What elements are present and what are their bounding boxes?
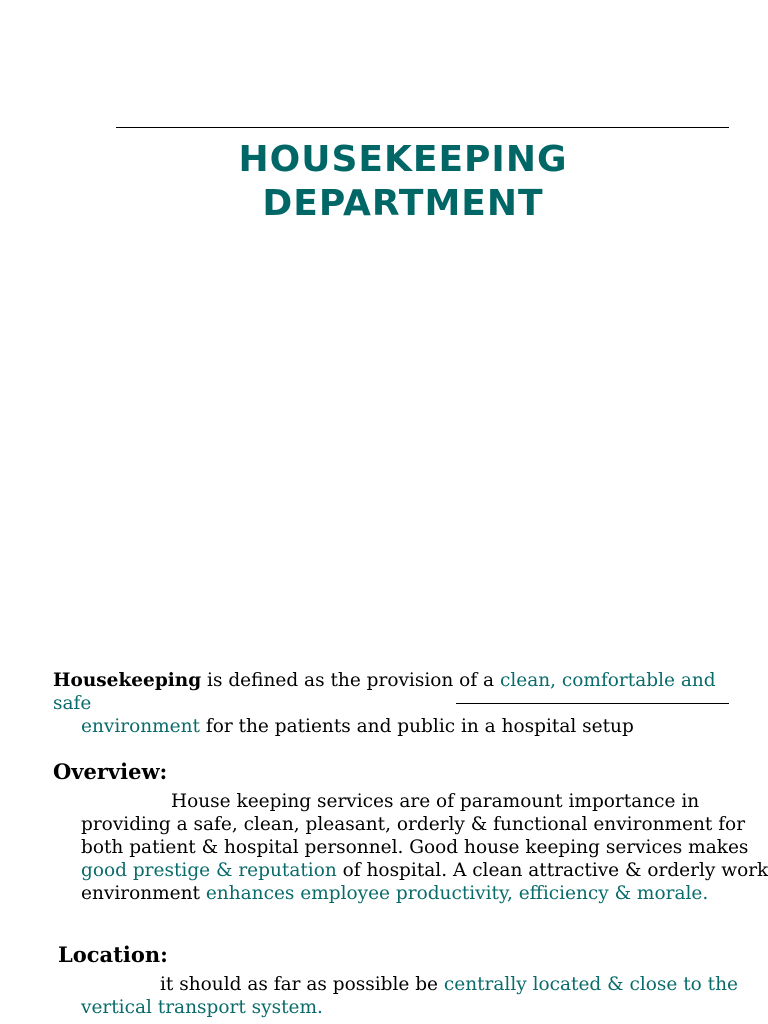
overview-highlight-2: enhances employee productivity, efficiency & morale. xyxy=(205,883,709,904)
title-line-2: DEPARTMENT xyxy=(262,183,544,224)
overview-line-5-start: environment xyxy=(81,883,206,904)
overview-line-4-rest: of hospital. A clean attractive & orderly work xyxy=(336,860,768,881)
location-line-1 xyxy=(81,973,738,996)
page-title xyxy=(116,138,690,226)
overview-line-4 xyxy=(81,859,768,882)
overview-highlight-1: good prestige & reputation xyxy=(81,860,337,881)
location-paragraph xyxy=(81,973,738,1019)
location-highlight-2: vertical transport system. xyxy=(81,997,323,1018)
location-text-1: it should as far as possible be xyxy=(160,974,444,995)
top-divider xyxy=(116,127,729,128)
overview-line-1: House keeping services are of paramount importance in xyxy=(171,791,700,812)
location-heading: Location: xyxy=(58,942,168,967)
middle-divider xyxy=(456,703,729,704)
overview-line-3: both patient & hospital personnel. Good house keeping services makes xyxy=(81,837,749,858)
title-line-1: HOUSEKEEPING xyxy=(238,139,568,180)
overview-line-2: providing a safe, clean, pleasant, orderly & functional environment for xyxy=(81,814,746,835)
location-highlight-1: centrally located & close to the xyxy=(443,974,738,995)
definition-highlight-2: environment xyxy=(81,716,200,737)
definition-line-2 xyxy=(53,715,733,738)
overview-line-5 xyxy=(81,882,731,905)
overview-heading: Overview: xyxy=(53,759,168,784)
definition-text-1: is defined as the provision of a xyxy=(201,670,500,691)
definition-term: Housekeeping xyxy=(53,670,202,691)
overview-paragraph xyxy=(81,790,768,905)
definition-highlight-1: clean, comfortable and safe xyxy=(53,670,716,714)
definition-text-2: for the patients and public in a hospital setup xyxy=(199,716,634,737)
